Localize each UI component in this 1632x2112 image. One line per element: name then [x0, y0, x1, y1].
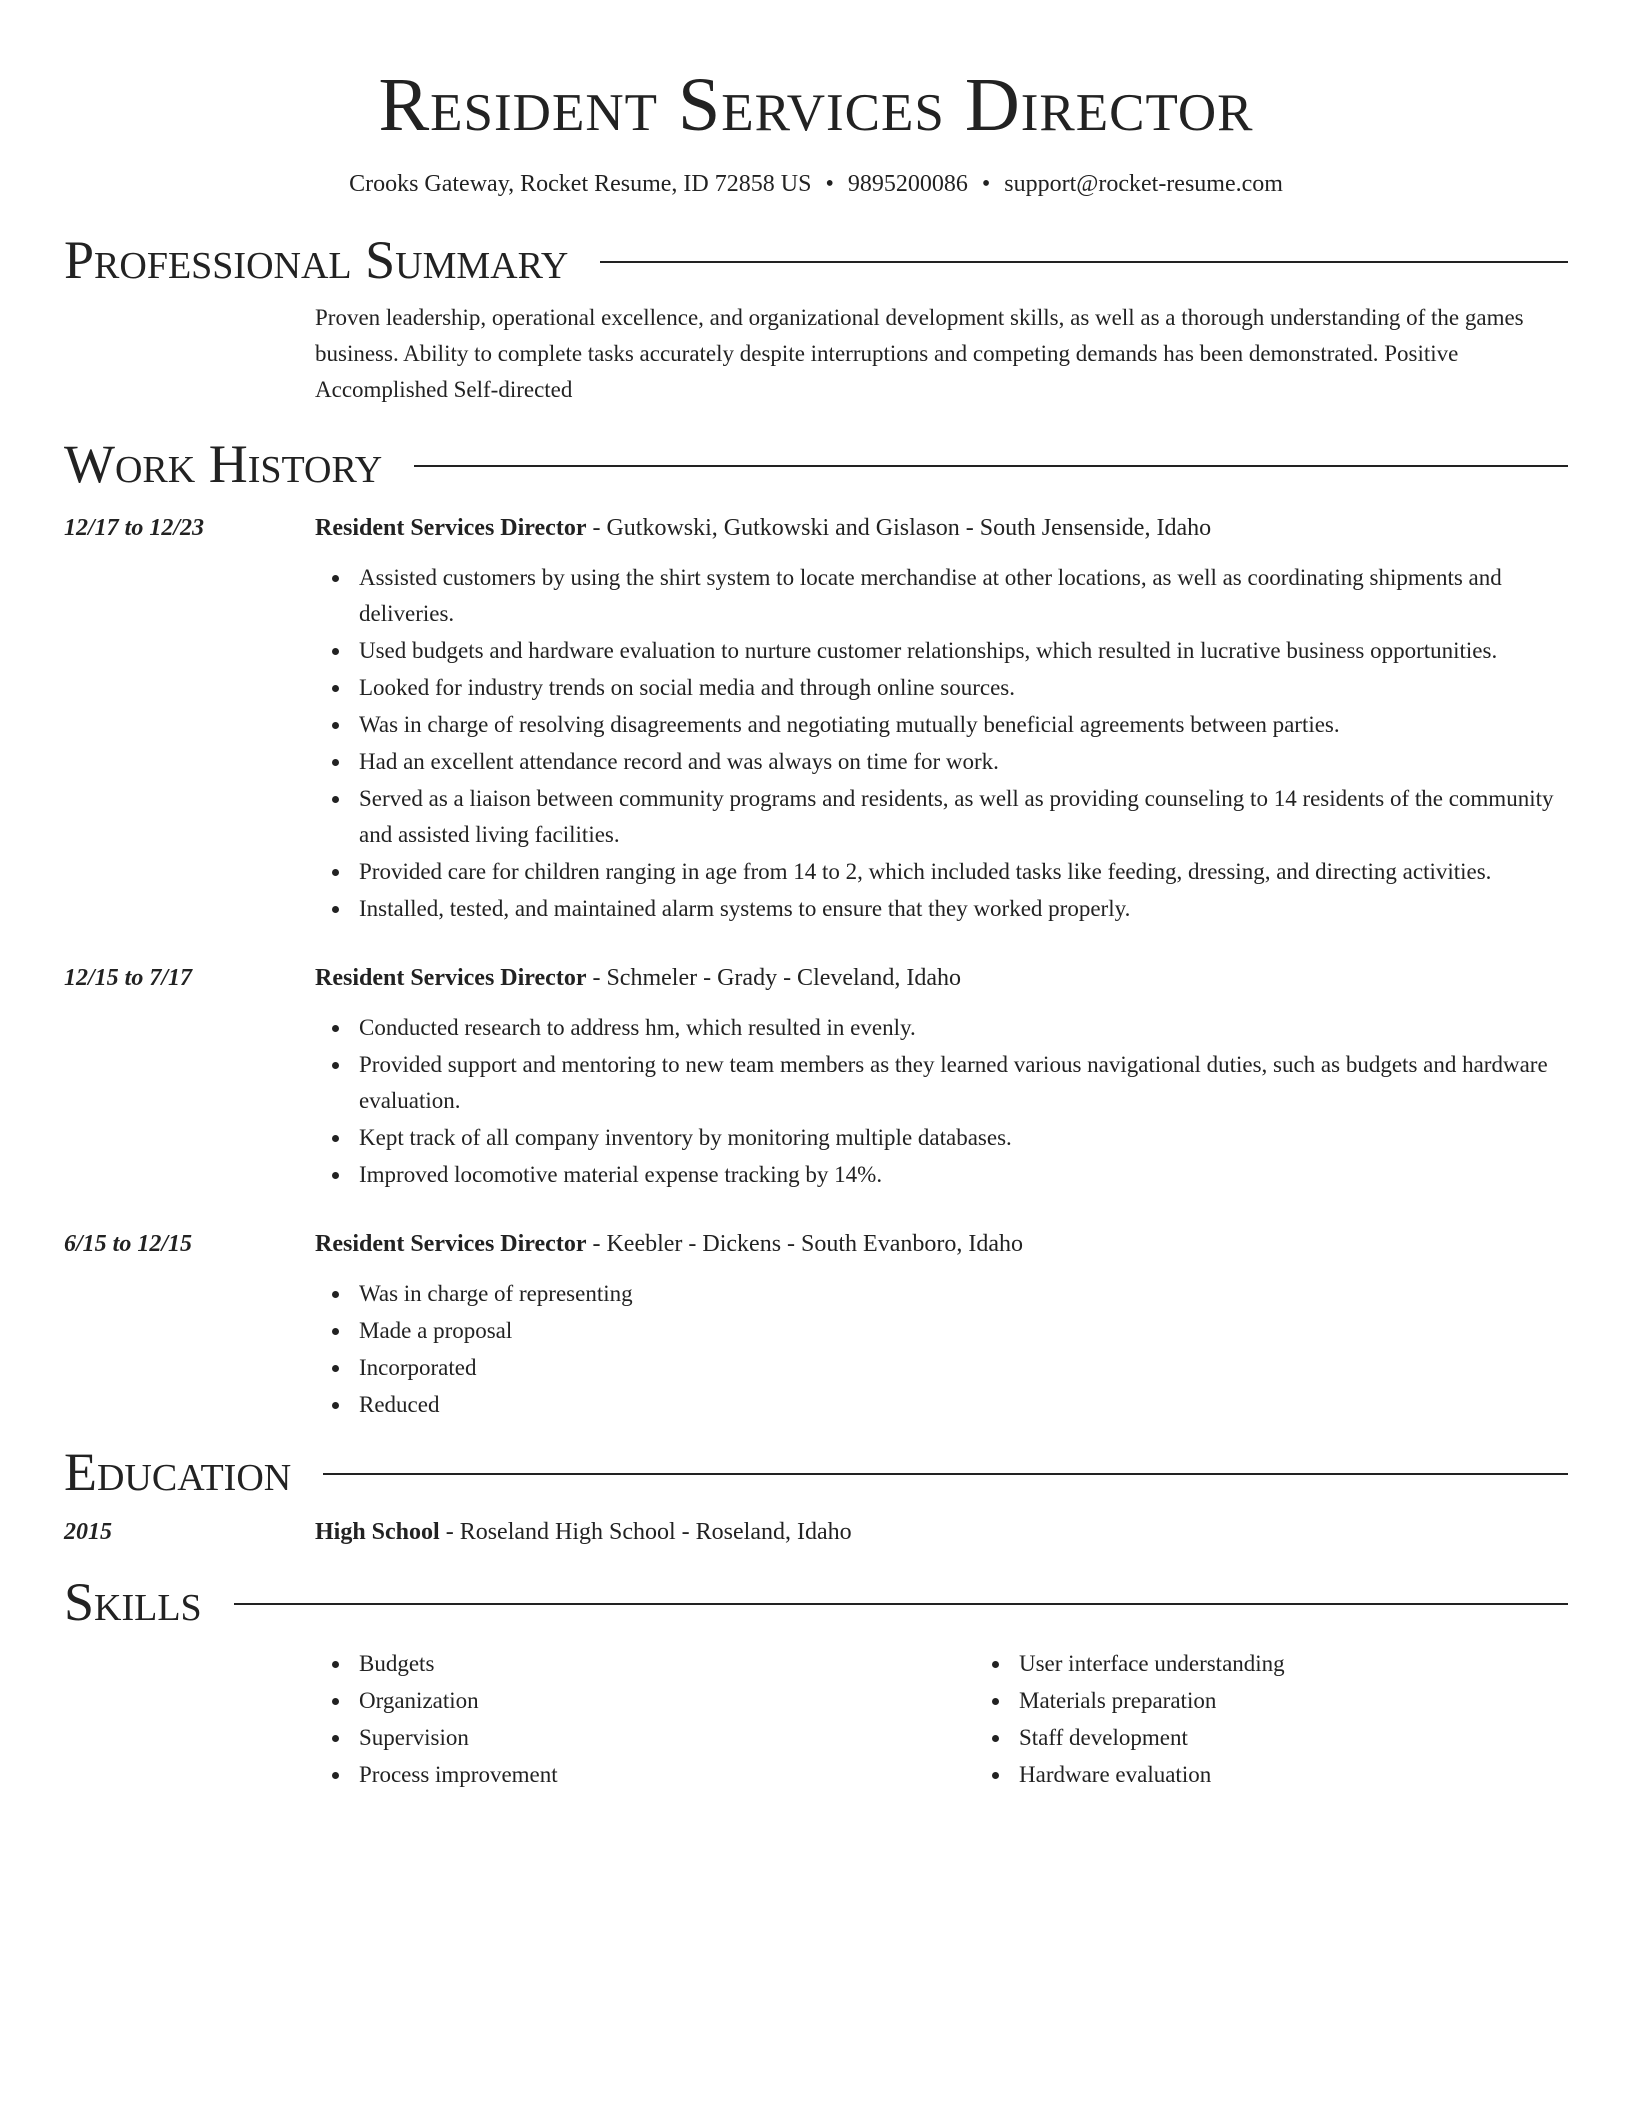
section-divider: [414, 465, 1568, 467]
job-dates: 6/15 to 12/15: [64, 1231, 193, 1257]
list-item: Kept track of all company inventory by monitoring multiple databases.: [359, 1120, 1568, 1156]
skills-grid: [315, 1646, 1632, 1794]
job-heading: [315, 1226, 1568, 1262]
education-heading: [315, 1514, 1568, 1550]
summary-row: [64, 300, 1568, 408]
education-section-title: Education: [64, 1442, 292, 1502]
education-school-location: - Roseland High School - Roseland, Idaho: [439, 1519, 852, 1545]
list-item: Provided care for children ranging in age from 14 to 2, which included tasks like feeding, dressing, and directing activities.: [359, 854, 1568, 890]
list-item: Assisted customers by using the shirt system to locate merchandise at other locations, as well as coordinating shipments and deliveries.: [359, 560, 1568, 632]
job-entry: [64, 510, 1568, 928]
job-heading: [315, 960, 1568, 996]
skill-item: Hardware evaluation: [1019, 1757, 1632, 1793]
work-section-title: Work History: [64, 434, 383, 494]
summary-section-header: [64, 230, 1568, 290]
section-divider: [323, 1473, 1568, 1475]
job-heading: [315, 510, 1568, 546]
skills-section-header: [64, 1572, 1568, 1632]
job-entry: [64, 960, 1568, 1194]
list-item: Reduced: [359, 1387, 1568, 1423]
skill-item: Supervision: [359, 1720, 975, 1756]
job-dates: 12/17 to 12/23: [64, 515, 205, 541]
skills-list-right: [975, 1646, 1632, 1794]
education-degree: High School: [315, 1519, 440, 1545]
skill-item: Staff development: [1019, 1720, 1632, 1756]
job-title: Resident Services Director: [315, 1231, 587, 1257]
job-dates: 12/15 to 7/17: [64, 965, 193, 991]
work-section-header: [64, 434, 1568, 494]
job-bullets: [315, 1010, 1568, 1193]
job-title: Resident Services Director: [315, 515, 587, 541]
skills-row: [64, 1646, 1568, 1794]
list-item: Provided support and mentoring to new team members as they learned various navigational duties, such as budgets and hardware evaluation.: [359, 1047, 1568, 1119]
list-item: Used budgets and hardware evaluation to nurture customer relationships, which resulted in lucrative business opportunities.: [359, 633, 1568, 669]
list-item: Had an excellent attendance record and was always on time for work.: [359, 744, 1568, 780]
education-year: 2015: [64, 1519, 112, 1545]
section-divider: [600, 261, 1568, 263]
separator-dot: •: [825, 171, 834, 197]
contact-email: support@rocket-resume.com: [1004, 171, 1283, 197]
skill-item: User interface understanding: [1019, 1646, 1632, 1682]
skill-item: Process improvement: [359, 1757, 975, 1793]
summary-section-title: Professional Summary: [64, 230, 569, 290]
skill-item: Budgets: [359, 1646, 975, 1682]
job-entry: [64, 1226, 1568, 1424]
education-section-header: [64, 1442, 1568, 1502]
job-bullets: [315, 1276, 1568, 1423]
job-title: Resident Services Director: [315, 965, 587, 991]
list-item: Was in charge of resolving disagreements and negotiating mutually beneficial agreements between parties.: [359, 707, 1568, 743]
list-item: Improved locomotive material expense tracking by 14%.: [359, 1157, 1568, 1193]
separator-dot: •: [981, 171, 991, 197]
section-divider: [234, 1603, 1568, 1605]
list-item: Conducted research to address hm, which resulted in evenly.: [359, 1010, 1568, 1046]
skill-item: Organization: [359, 1683, 975, 1719]
list-item: Served as a liaison between community programs and residents, as well as providing counseling to 14 residents of the community and assisted living facilities.: [359, 781, 1568, 853]
contact-phone: 9895200086: [847, 171, 968, 197]
list-item: Looked for industry trends on social media and through online sources.: [359, 670, 1568, 706]
skills-list-left: [315, 1646, 975, 1794]
resume-name: Resident Services Director: [378, 63, 1254, 147]
skills-section-title: Skills: [64, 1572, 202, 1632]
job-employer-location: - Schmeler - Grady - Cleveland, Idaho: [586, 965, 961, 991]
skill-item: Materials preparation: [1019, 1683, 1632, 1719]
list-item: Made a proposal: [359, 1313, 1568, 1349]
list-item: Installed, tested, and maintained alarm systems to ensure that they worked properly.: [359, 891, 1568, 927]
list-item: Incorporated: [359, 1350, 1568, 1386]
education-entry: [64, 1514, 1568, 1550]
contact-address: Crooks Gateway, Rocket Resume, ID 72858 US: [349, 171, 812, 197]
summary-text: Proven leadership, operational excellence, and organizational development skills, as well as a thorough understanding of the games business. Ability to complete tasks accurately despite interruptions and competing demands has been demonstrated. Positive Accomplished Self-directed: [315, 305, 1524, 402]
job-employer-location: - Keebler - Dickens - South Evanboro, Idaho: [586, 1231, 1024, 1257]
job-employer-location: - Gutkowski, Gutkowski and Gislason - South Jensenside, Idaho: [586, 515, 1212, 541]
job-bullets: [315, 560, 1568, 927]
list-item: Was in charge of representing: [359, 1276, 1568, 1312]
contact-line: [64, 168, 1568, 200]
